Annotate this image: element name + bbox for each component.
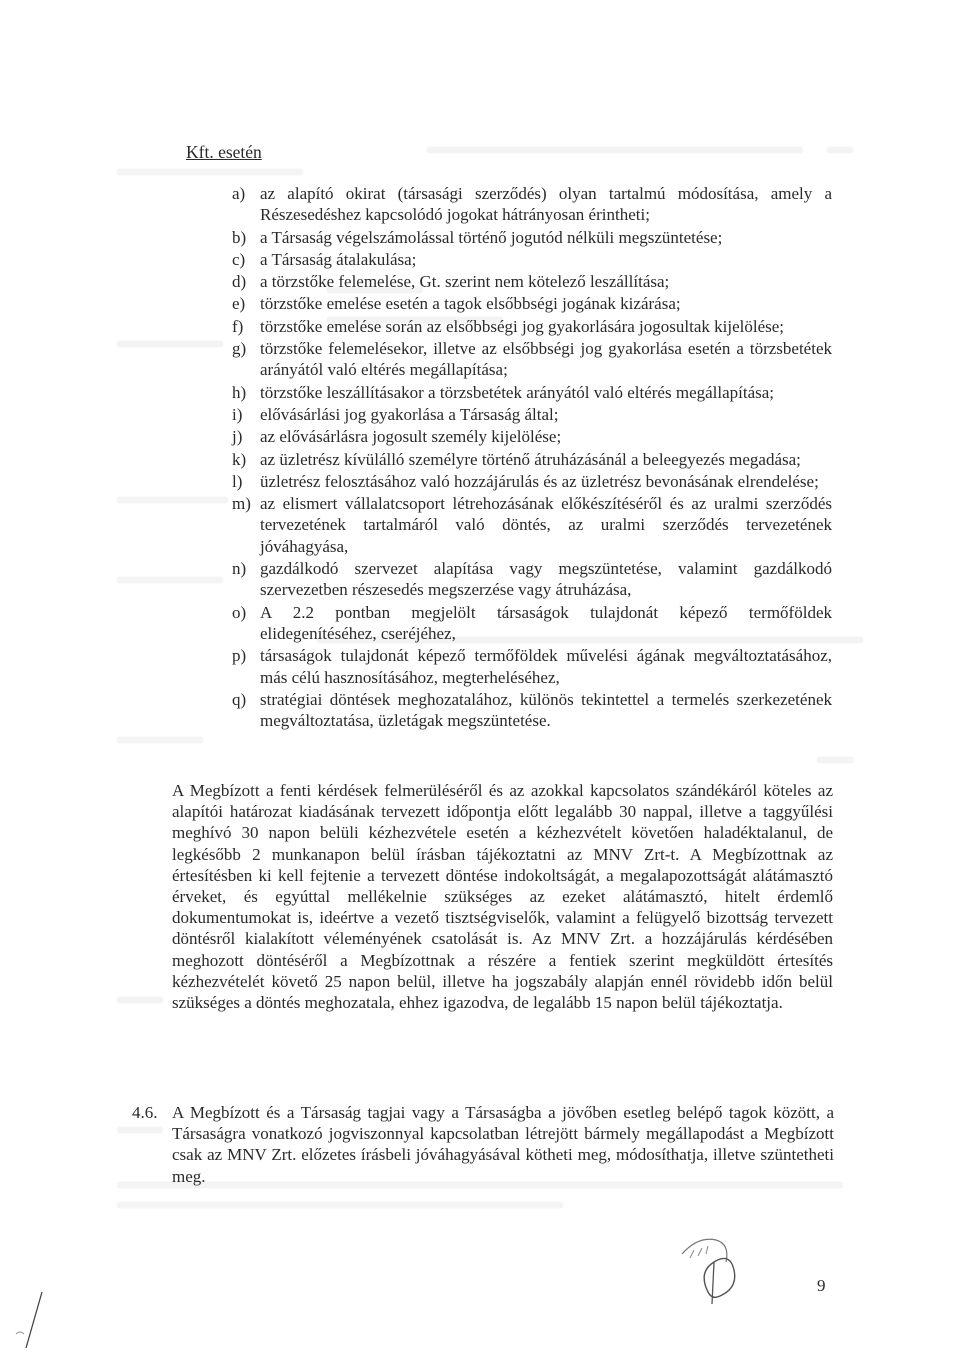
list-item — [232, 449, 832, 470]
list-item-label: o) — [232, 602, 247, 622]
list-item — [232, 227, 832, 248]
notification-paragraph: A Megbízott a fenti kérdések felmerüléséről és az azokkal kapcsolatos szándékáról köteles az alapítói határozat kiadásának tervezett időpontja előtt legalább 30 nappal, illetve a taggyűlési meghívó 30 napon belüli kézhezvétele esetén a kézhezvételt követően haladéktalanul, de legkésőbb 2 munkanapon belül írásban tájékoztatni az MNV Zrt-t. A Megbízottnak az értesítésben ki kell fejtenie a tervezett döntése indokoltságát, a megalapozottságát alátámasztó érveket, és egyúttal mellékelnie szükséges az ezeket alátámasztó, hitelt érdemlő dokumentumokat is, ideértve a vezető tisztségviselők, valamint a felügyelő bizottság tervezett döntésről kialakított véleményének csatolását is. Az MNV Zrt. a hozzájárulás kérdésében meghozott döntéséről a Megbízottnak a részére a fentiek szerint megküldött értesítés kézhezvételét követő 25 napon belül, illetve ha jogszabály alapján ennél rövidebb időn belül szükséges a döntés meghozatala, ehhez igazodva, de legalább 15 napon belül tájékoztatja. — [172, 781, 833, 1013]
list-item-label: m) — [232, 494, 251, 514]
list-item — [232, 602, 832, 645]
list-item-label: f) — [232, 316, 244, 336]
list-item-label: l) — [232, 471, 243, 491]
list-item — [232, 338, 832, 381]
section-4-6 — [132, 1102, 834, 1187]
list-item — [232, 493, 832, 557]
list-item-label: h) — [232, 382, 247, 402]
list-item-text: elővásárlási jog gyakorlása a Társaság által; — [260, 404, 559, 424]
list-item-label: n) — [232, 559, 247, 579]
list-item — [232, 382, 832, 403]
list-item — [232, 293, 832, 314]
list-item-text: törzstőke felemelésekor, illetve az elsőbbségi jog gyakorlása esetén a törzsbetétek arányától való eltérés megállapítása; — [260, 339, 832, 380]
section-heading: Kft. esetén — [186, 142, 262, 162]
list-item — [232, 689, 832, 732]
list-item-text: üzletrész felosztásához való hozzájárulás és az üzletrész bevonásának elrendelése; — [260, 471, 819, 491]
list-item-text: az alapító okirat (társasági szerződés) olyan tartalmú módosítása, amely a Részesedéshez kapcsolódó jogokat hátrányosan érintheti; — [260, 184, 832, 225]
list-item — [232, 271, 832, 292]
margin-pen-mark-icon — [12, 1290, 52, 1350]
section-text: A Megbízott és a Társaság tagjai vagy a Társaságba a jövőben esetleg belépő tagok között, a Társaságra vonatkozó jogviszonnyal kapcsolatban létrejött bármely megállapodást a Megbízott csak az MNV Zrt. előzetes írásbeli jóváhagyásával kötheti meg, módosíthatja, illetve szüntetheti meg. — [172, 1103, 834, 1186]
list-item — [232, 558, 832, 601]
list-item-text: a Társaság végelszámolással történő jogutód nélküli megszüntetése; — [260, 227, 723, 247]
list-item-text: az elővásárlásra jogosult személy kijelölése; — [260, 427, 562, 447]
page-number: 9 — [817, 1276, 826, 1295]
condition-list — [232, 183, 832, 732]
list-item-text: társaságok tulajdonát képező termőföldek művelési ágának megváltoztatásához, más célú hasznosításához, megterheléséhez, — [260, 646, 832, 687]
list-item-label: c) — [232, 249, 246, 269]
list-item — [232, 645, 832, 688]
list-item-label: i) — [232, 404, 243, 424]
list-item-label: g) — [232, 339, 247, 359]
list-item — [232, 471, 832, 492]
initials-signature-icon — [668, 1222, 758, 1312]
list-item-text: a Társaság átalakulása; — [260, 249, 417, 269]
list-item-label: a) — [232, 184, 246, 203]
section-number: 4.6. — [132, 1103, 158, 1122]
list-item-label: k) — [232, 449, 247, 469]
list-item-text: A 2.2 pontban megjelölt társaságok tulajdonát képező termőföldek elidegenítéséhez, cseréjéhez, — [260, 602, 832, 643]
list-item-label: e) — [232, 294, 246, 314]
list-item-text: a törzstőke felemelése, Gt. szerint nem kötelező leszállítása; — [260, 272, 670, 292]
list-item — [232, 426, 832, 447]
list-item-text: törzstőke emelése során az elsőbbségi jog gyakorlására jogosultak kijelölése; — [260, 316, 785, 336]
list-item-text: stratégiai döntések meghozatalához, különös tekintettel a termelés szerkezetének megváltoztatása, üzletágak megszüntetése. — [260, 689, 832, 731]
list-item-text: az üzletrész kívülálló személyre történő átruházásánál a beleegyezés megadása; — [260, 449, 801, 469]
list-item-label: j) — [232, 427, 243, 447]
list-item — [232, 183, 832, 226]
list-item-text: törzstőke emelése esetén a tagok elsőbbségi jogának kizárása; — [260, 294, 681, 314]
list-item — [232, 404, 832, 425]
list-item-label: p) — [232, 646, 247, 666]
list-item-text: az elismert vállalatcsoport létrehozásának előkészítéséről és az uralmi szerződés tervezetének tartalmáról való döntés, az uralmi szerződés tervezetének jóváhagyása, — [260, 494, 832, 556]
list-item-label: b) — [232, 227, 247, 247]
list-item — [232, 249, 832, 270]
list-item — [232, 316, 832, 337]
list-item-text: gazdálkodó szervezet alapítása vagy megszüntetése, valamint gazdálkodó szervezetben részesedés megszerzése vagy átruházása, — [260, 559, 832, 600]
list-item-text: törzstőke leszállításakor a törzsbetétek arányától való eltérés megállapítása; — [260, 382, 775, 402]
list-item-label: d) — [232, 272, 247, 292]
list-item-label: q) — [232, 689, 247, 709]
